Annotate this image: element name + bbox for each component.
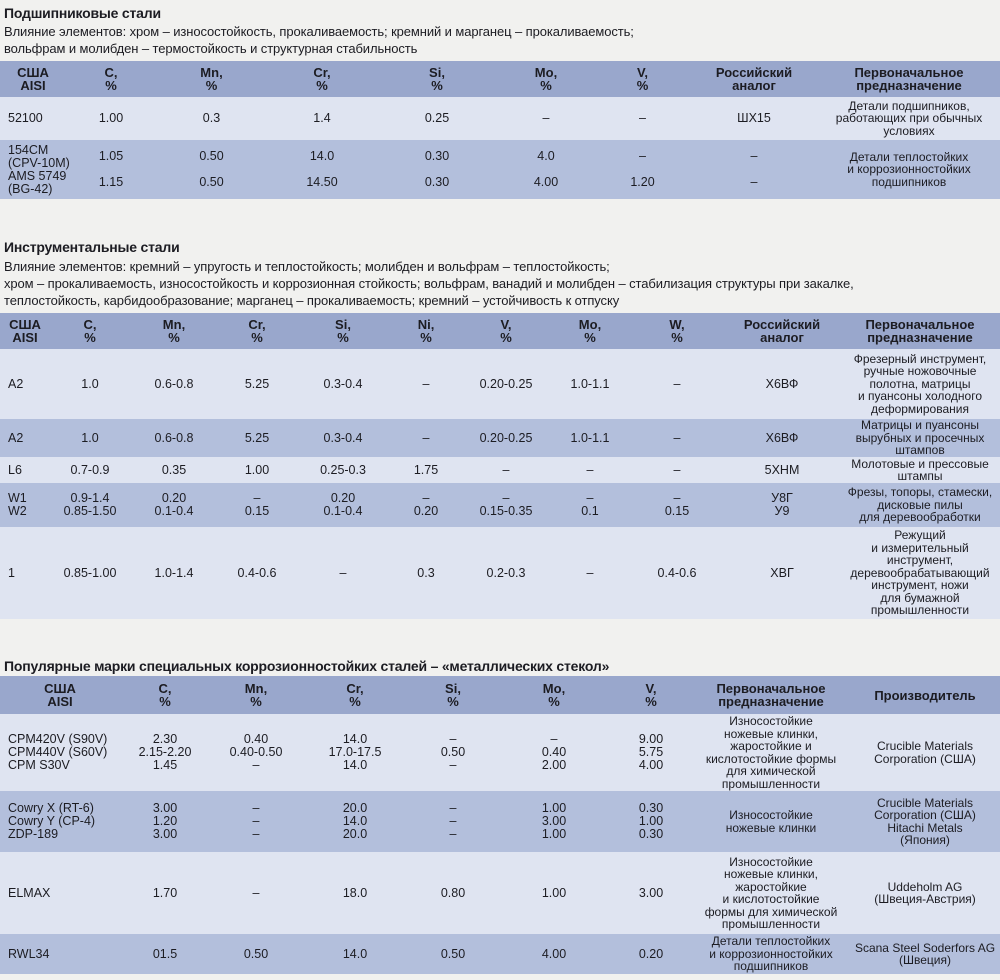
table-cell: 0.4-0.6 [630, 527, 724, 619]
table-cell: 0.25-0.3 [296, 457, 390, 483]
column-header: Mo, % [498, 676, 610, 714]
description-line: хром – прокаливаемость, износостойкость и коррозионная стойкость; вольфрам, ванадий и молибден – стабилизация структуры при закалке, [4, 276, 854, 291]
table-cell: Crucible Materials Corporation (США) Hitachi Metals (Япония) [850, 791, 1000, 852]
table-cell: 14.0 14.50 [267, 140, 377, 199]
section-title-metallic-glass-steels: Популярные марки специальных коррозионностойких сталей – «металлических стекол» [4, 658, 610, 674]
table-row [0, 714, 1000, 791]
table-cell: Uddeholm AG (Швеция-Австрия) [850, 852, 1000, 934]
table-cell: Детали теплостойких и коррозионностойких подшипников [692, 934, 850, 974]
table-header-row [0, 61, 1000, 97]
table-cell: 0.50 0.50 [156, 140, 267, 199]
column-header: Si, % [296, 313, 390, 349]
grade-cell: ELMAX [0, 852, 120, 934]
table-cell: 0.3 [390, 527, 462, 619]
table-cell: Режущий и измерительный инструмент, деревообрабатывающий инструмент, ножи для бумажной промышленности [840, 527, 1000, 619]
table-cell: – 0.1 [550, 483, 630, 527]
table-cell: – 0.50 – [408, 714, 498, 791]
table-cell: Детали подшипников, работающих при обычных условиях [818, 97, 1000, 140]
grade-cell: W1 W2 [0, 483, 50, 527]
grade-cell: L6 [0, 457, 50, 483]
table-cell: – 0.20 [390, 483, 462, 527]
table-cell: – 1.20 [595, 140, 690, 199]
column-header: Si, % [408, 676, 498, 714]
column-header: C, % [120, 676, 210, 714]
table-cell: 1.0 [50, 419, 130, 457]
table-cell: – [550, 457, 630, 483]
table-cell: 1.00 [498, 852, 610, 934]
column-header: Cr, % [218, 313, 296, 349]
table-cell: – 0.15 [630, 483, 724, 527]
table-cell: Матрицы и пуансоны вырубных и просечных штампов [840, 419, 1000, 457]
table-cell: 3.00 [610, 852, 692, 934]
table-cell: 1.0-1.1 [550, 349, 630, 419]
table-cell: 0.20 [610, 934, 692, 974]
section-title-bearing-steels: Подшипниковые стали [4, 5, 161, 21]
table-cell: – [497, 97, 595, 140]
column-header: Si, % [377, 61, 497, 97]
table-cell: 5.25 [218, 349, 296, 419]
table-cell: 0.6-0.8 [130, 349, 218, 419]
description-line: вольфрам и молибден – термостойкость и структурная стабильность [4, 41, 418, 56]
table-cell: 1.0-1.1 [550, 419, 630, 457]
table-cell: Износостойкие ножевые клинки, жаростойкие и кислотостойкие формы для химической промышленности [692, 714, 850, 791]
table-row [0, 457, 1000, 483]
table-cell: ШХ15 [690, 97, 818, 140]
table-cell: 1.00 [66, 97, 156, 140]
table-header-row [0, 313, 1000, 349]
table-cell: 1.05 1.15 [66, 140, 156, 199]
column-header: V, % [595, 61, 690, 97]
grade-cell: 52100 [0, 97, 66, 140]
table-cell: – [550, 527, 630, 619]
column-header: W, % [630, 313, 724, 349]
grade-cell: A2 [0, 419, 50, 457]
table-cell: Scana Steel Soderfors AG (Швеция) [850, 934, 1000, 974]
table-cell: Х6ВФ [724, 419, 840, 457]
column-header: США AISI [0, 313, 50, 349]
description-line: теплостойкость, карбидообразование; марганец – прокаливаемость; кремний – устойчивость к отпуску [4, 293, 620, 308]
table-cell: 5ХНМ [724, 457, 840, 483]
table-cell: 1.0 [50, 349, 130, 419]
table-cell: 0.50 [210, 934, 302, 974]
table-cell: 0.85-1.00 [50, 527, 130, 619]
table-cell: – [462, 457, 550, 483]
table-cell: 0.30 0.30 [377, 140, 497, 199]
table-cell: – – [690, 140, 818, 199]
table-cell: 5.25 [218, 419, 296, 457]
table-cell: 0.80 [408, 852, 498, 934]
table-row [0, 483, 1000, 527]
table-cell: 0.9-1.4 0.85-1.50 [50, 483, 130, 527]
table-cell: – 0.15-0.35 [462, 483, 550, 527]
section-description [4, 23, 634, 57]
table-cell: – – – [408, 791, 498, 852]
metallic-glass-steels-table [0, 676, 1000, 974]
table-cell: 20.0 14.0 20.0 [302, 791, 408, 852]
table-cell: 0.7-0.9 [50, 457, 130, 483]
table-cell: – [630, 349, 724, 419]
grade-cell: Cowry X (RT-6) Cowry Y (CP-4) ZDP-189 [0, 791, 120, 852]
bearing-steels-table [0, 61, 1000, 199]
column-header: США AISI [0, 676, 120, 714]
table-cell: – [390, 349, 462, 419]
grade-cell: CPM420V (S90V) CPM440V (S60V) CPM S30V [0, 714, 120, 791]
tool-steels-table [0, 313, 1000, 619]
table-cell: 0.6-0.8 [130, 419, 218, 457]
table-row [0, 349, 1000, 419]
table-cell: 0.40 0.40-0.50 – [210, 714, 302, 791]
table-cell: 1.70 [120, 852, 210, 934]
column-header: V, % [610, 676, 692, 714]
table-row [0, 934, 1000, 974]
column-header: Cr, % [267, 61, 377, 97]
table-cell: У8Г У9 [724, 483, 840, 527]
column-header: Российский аналог [690, 61, 818, 97]
table-cell: 0.20 0.1-0.4 [296, 483, 390, 527]
table-header-row [0, 676, 1000, 714]
table-cell: Фрезы, топоры, стамески, дисковые пилы для деревообработки [840, 483, 1000, 527]
column-header: V, % [462, 313, 550, 349]
table-cell: Износостойкие ножевые клинки, жаростойкие и кислотостойкие формы для химической промышленности [692, 852, 850, 934]
table-cell: 1.00 [218, 457, 296, 483]
column-header: США AISI [0, 61, 66, 97]
table-cell: 0.20-0.25 [462, 349, 550, 419]
column-header: Cr, % [302, 676, 408, 714]
grade-cell: 1 [0, 527, 50, 619]
table-cell: 01.5 [120, 934, 210, 974]
table-cell: 14.0 [302, 934, 408, 974]
description-line: Влияние элементов: кремний – упругость и теплостойкость; молибден и вольфрам – теплостойкость; [4, 259, 610, 274]
column-header: Mn, % [130, 313, 218, 349]
table-cell: 0.35 [130, 457, 218, 483]
table-cell: – [595, 97, 690, 140]
table-cell: – 0.40 2.00 [498, 714, 610, 791]
table-row [0, 419, 1000, 457]
table-cell: 14.0 17.0-17.5 14.0 [302, 714, 408, 791]
column-header: Производитель [850, 676, 1000, 714]
table-cell: 0.4-0.6 [218, 527, 296, 619]
table-cell: 0.30 1.00 0.30 [610, 791, 692, 852]
table-cell: 1.0-1.4 [130, 527, 218, 619]
table-cell: – [390, 419, 462, 457]
table-row [0, 791, 1000, 852]
section-description [4, 258, 854, 309]
table-cell: 1.75 [390, 457, 462, 483]
column-header: Ni, % [390, 313, 462, 349]
section-title-tool-steels: Инструментальные стали [4, 239, 180, 255]
table-cell: 18.0 [302, 852, 408, 934]
table-cell: 0.3 [156, 97, 267, 140]
table-cell: 0.3-0.4 [296, 419, 390, 457]
table-row [0, 527, 1000, 619]
table-cell: ХВГ [724, 527, 840, 619]
table-cell: 0.20-0.25 [462, 419, 550, 457]
table-row [0, 97, 1000, 140]
table-cell: Фрезерный инструмент, ручные ножовочные полотна, матрицы и пуансоны холодного деформирования [840, 349, 1000, 419]
table-cell: 4.0 4.00 [497, 140, 595, 199]
table-cell: Детали теплостойких и коррозионностойких подшипников [818, 140, 1000, 199]
table-row [0, 852, 1000, 934]
table-cell: 4.00 [498, 934, 610, 974]
table-cell: – [630, 457, 724, 483]
table-cell: – [296, 527, 390, 619]
table-cell: – [210, 852, 302, 934]
column-header: Первоначальное предназначение [818, 61, 1000, 97]
column-header: Mo, % [550, 313, 630, 349]
grade-cell: RWL34 [0, 934, 120, 974]
column-header: C, % [50, 313, 130, 349]
table-cell: 3.00 1.20 3.00 [120, 791, 210, 852]
table-cell: 9.00 5.75 4.00 [610, 714, 692, 791]
table-cell: – [630, 419, 724, 457]
column-header: Российский аналог [724, 313, 840, 349]
description-line: Влияние элементов: хром – износостойкость, прокаливаемость; кремний и марганец – прокаливаемость; [4, 24, 634, 39]
table-cell: 1.00 3.00 1.00 [498, 791, 610, 852]
table-row [0, 140, 1000, 199]
table-cell: Crucible Materials Corporation (США) [850, 714, 1000, 791]
table-cell: Х6ВФ [724, 349, 840, 419]
grade-cell: 154CM (CPV-10M) AMS 5749 (BG-42) [0, 140, 66, 199]
table-cell: 0.50 [408, 934, 498, 974]
table-cell: Износостойкие ножевые клинки [692, 791, 850, 852]
table-cell: 0.25 [377, 97, 497, 140]
grade-cell: A2 [0, 349, 50, 419]
table-cell: 0.2-0.3 [462, 527, 550, 619]
column-header: Mo, % [497, 61, 595, 97]
table-cell: 0.20 0.1-0.4 [130, 483, 218, 527]
column-header: C, % [66, 61, 156, 97]
column-header: Mn, % [210, 676, 302, 714]
table-cell: 0.3-0.4 [296, 349, 390, 419]
table-cell: – – – [210, 791, 302, 852]
column-header: Mn, % [156, 61, 267, 97]
table-cell: Молотовые и прессовые штампы [840, 457, 1000, 483]
column-header: Первоначальное предназначение [692, 676, 850, 714]
table-cell: – 0.15 [218, 483, 296, 527]
table-cell: 2.30 2.15-2.20 1.45 [120, 714, 210, 791]
table-cell: 1.4 [267, 97, 377, 140]
column-header: Первоначальное предназначение [840, 313, 1000, 349]
